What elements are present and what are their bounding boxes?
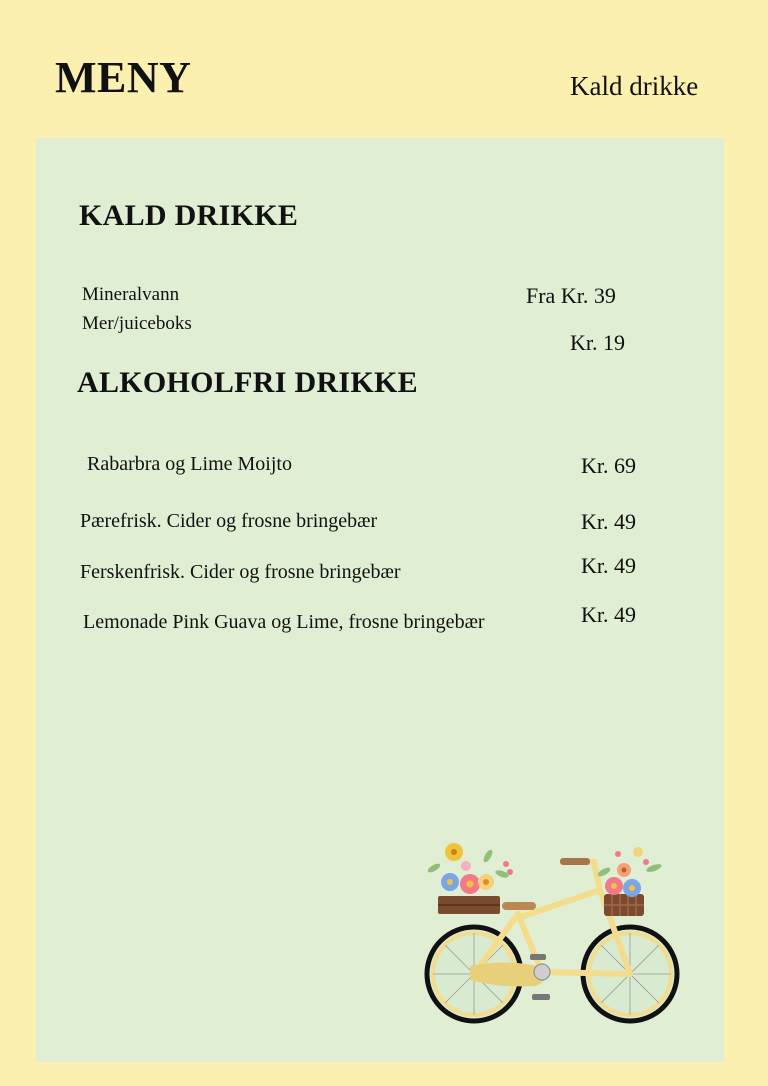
menu-item-name: Lemonade Pink Guava og Lime, frosne bringebær	[83, 611, 485, 633]
menu-item-price: Kr. 19	[570, 330, 625, 355]
menu-item-price: Kr. 69	[581, 453, 636, 478]
menu-item-name: Rabarbra og Lime Moijto	[87, 453, 292, 475]
menu-item-name: Ferskenfrisk. Cider og frosne bringebær	[80, 561, 401, 583]
menu-item-price: Kr. 49	[581, 602, 636, 627]
bicycle-with-flowers-icon	[418, 838, 684, 1034]
menu-item-price: Kr. 49	[581, 553, 636, 578]
menu-item-price: Fra Kr. 39	[526, 283, 616, 308]
menu-brand-title: MENY	[55, 53, 192, 102]
menu-item-name: Mineralvann	[82, 284, 180, 305]
menu-subtitle: Kald drikke	[570, 71, 699, 101]
menu-item-name: Pærefrisk. Cider og frosne bringebær	[80, 510, 378, 532]
section-title-alcohol-free: ALKOHOLFRI DRIKKE	[77, 366, 418, 399]
menu-item-name: Mer/juiceboks	[82, 313, 192, 334]
menu-item-price: Kr. 49	[581, 509, 636, 534]
section-title-cold-drinks: KALD DRIKKE	[79, 199, 299, 232]
